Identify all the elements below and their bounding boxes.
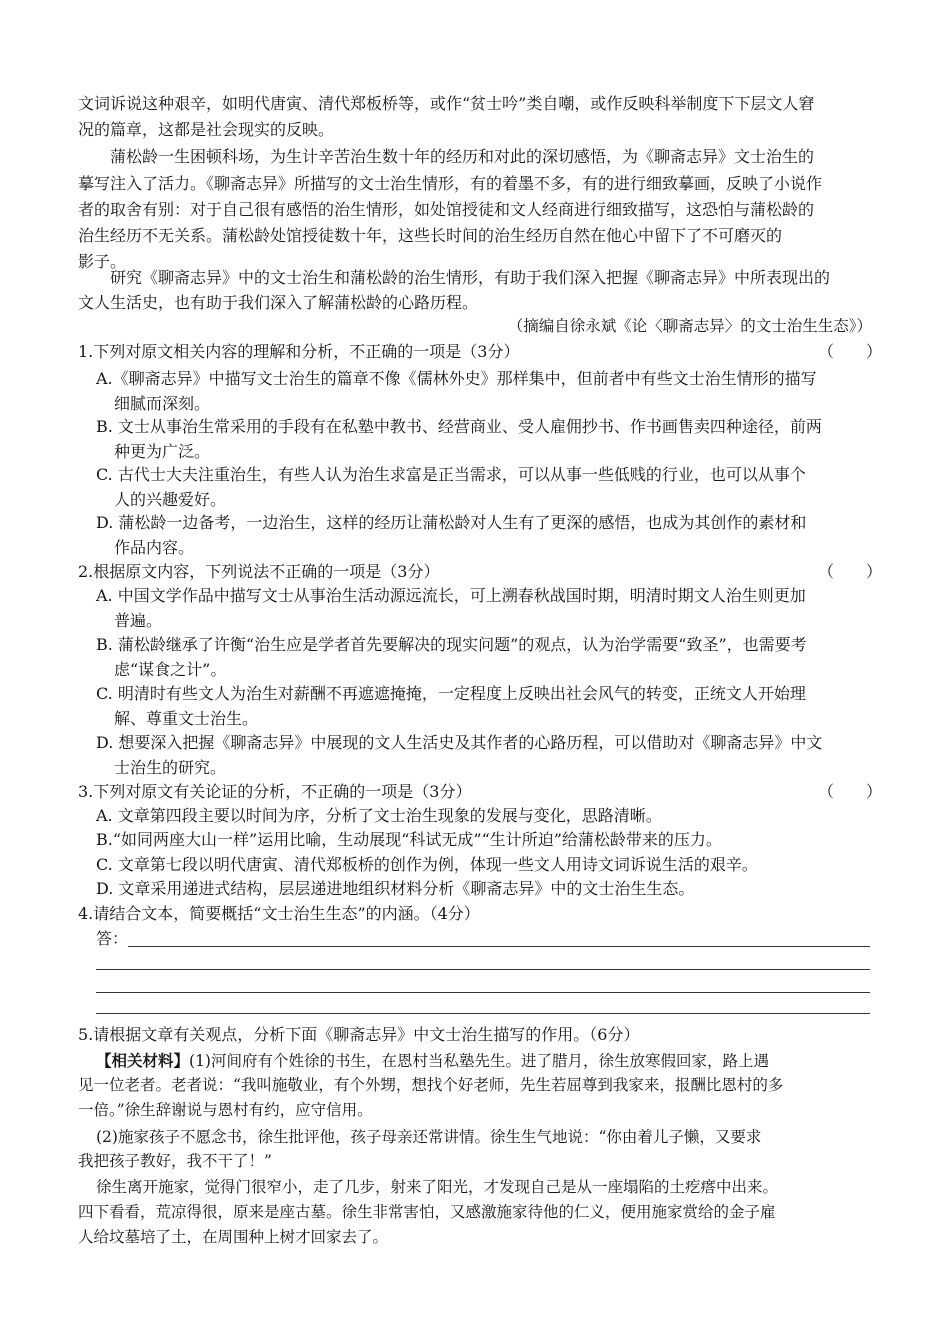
passage-line: 摹写注入了活力。《聊斋志异》所描写的文士治生情形，有的着墨不多，有的进行细致摹画，反映了小说作 (78, 174, 823, 193)
q3-option-a: A. 文章第四段主要以时间为序，分析了文士治生现象的发展与变化，思路清晰。 (96, 806, 662, 825)
q1-option-b: B. 文士从事治生常采用的手段有在私塾中教书、经营商业、受人雇佣抄书、作书画售卖四种途径，前两 (96, 417, 822, 436)
material-text: (1)河间府有个姓徐的书生，在恩村当私塾先生。进了腊月，徐生放寒假回家，路上遇 (189, 1052, 769, 1070)
passage-line: 况的篇章，这都是社会现实的反映。 (78, 120, 335, 139)
answer-bracket: （ ） (818, 342, 883, 361)
material-line: 徐生离开施家，觉得门很窄小，走了几步，射来了阳光，才发现自己是从一座塌陷的土疙瘩中出来。 (96, 1178, 779, 1196)
q1-option-a-cont: 细腻而深刻。 (114, 394, 211, 413)
passage-line: 文人生活史，也有助于我们深入了解蒲松龄的心路历程。 (78, 293, 479, 312)
passage-line: 治生经历不无关系。蒲松龄处馆授徒数十年，这些长时间的治生经历自然在他心中留下了不可磨灭的 (78, 226, 783, 245)
q2-option-d-cont: 士治生的研究。 (114, 758, 227, 777)
q1-option-c-cont: 人的兴趣爱好。 (114, 490, 227, 509)
q2-option-c-cont: 解、尊重文士治生。 (114, 709, 259, 728)
q3-option-b: B.“如同两座大山一样”运用比喻，生动展现“科试无成”“生计所迫”给蒲松龄带来的压力。 (96, 830, 722, 849)
q2-option-c: C. 明清时有些文人为治生对薪酬不再遮遮掩掩，一定程度上反映出社会风气的转变，正统文人开始理 (96, 684, 806, 703)
passage-line: 研究《聊斋志异》中的文士治生和蒲松龄的治生情形，有助于我们深入把握《聊斋志异》中所表现出的 (110, 268, 831, 287)
q1-option-c: C. 古代士大夫注重治生，有些人认为治生求富是正当需求，可以从事一些低贱的行业，也可以从事个 (96, 465, 806, 484)
q2-option-a: A. 中国文学作品中描写文士从事治生活动源远流长，可上溯春秋战国时期，明清时期文人治生则更加 (96, 586, 806, 605)
material-line: (2)施家孩子不愿念书，徐生批评他，孩子母亲还常讲情。徐生生气地说：“你由着儿子懒，又要求 (96, 1128, 762, 1146)
passage-source: （摘编自徐永斌《论〈聊斋志异〉的文士治生生态》） (507, 317, 872, 335)
question-2-stem: 2.根据原文内容，下列说法不正确的一项是（3分） (78, 562, 440, 581)
passage-line: 影子。 (78, 252, 127, 271)
answer-bracket: （ ） (818, 562, 883, 581)
material-line: 见一位老者。老者说：“我叫施敬业，有个外甥，想找个好老师，先生若屈尊到我家来，报酬比恩村的多 (78, 1076, 784, 1094)
question-3-stem: 3.下列对原文有关论证的分析，不正确的一项是（3分） (78, 782, 472, 801)
q2-option-b: B. 蒲松龄继承了许衡“治生应是学者首先要解决的现实问题”的观点，认为治学需要“致圣”，也需要考 (96, 635, 807, 654)
question-4-stem: 4.请结合文本，简要概括“文士治生生态”的内涵。（4分） (78, 904, 480, 923)
q3-option-d: D. 文章采用递进式结构，层层递进地组织材料分析《聊斋志异》中的文士治生生态。 (96, 879, 695, 898)
question-1-stem: 1.下列对原文相关内容的理解和分析，不正确的一项是（3分） (78, 342, 520, 361)
q1-option-d: D. 蒲松龄一边备考，一边治生，这样的经历让蒲松龄对人生有了更深的感悟，也成为其创作的素材和 (96, 513, 807, 532)
material-line: 人给坟墓培了土，在周围种上树才回家去了。 (78, 1228, 389, 1246)
answer-line[interactable] (96, 1013, 870, 1014)
q1-option-a: A.《聊斋志异》中描写文士治生的篇章不像《儒林外史》那样集中，但前者中有些文士治生情形的描写 (96, 369, 817, 388)
q1-option-d-cont: 作品内容。 (114, 538, 195, 557)
material-line: 四下看看，荒凉得很，原来是座古墓。徐生非常害怕，又感激施家待他的仁义，便用施家赏给的金子雇 (78, 1203, 776, 1221)
passage-line: 文词诉说这种艰辛，如明代唐寅、清代郑板桥等，或作“贫士吟”类自嘲，或作反映科举制度下下层文人窘 (78, 94, 815, 113)
answer-label: 答： (96, 929, 129, 948)
answer-line[interactable] (96, 992, 870, 993)
q1-option-b-cont: 种更为广泛。 (114, 442, 211, 461)
answer-bracket: （ ） (818, 782, 883, 801)
material-line: 我把孩子教好，我不干了！” (78, 1152, 272, 1170)
answer-line[interactable] (128, 946, 870, 947)
passage-line: 蒲松龄一生困顿科场，为生计辛苦治生数十年的经历和对此的深切感悟，为《聊斋志异》文士治生的 (110, 147, 815, 166)
material-tag: 【相关材料】 (96, 1051, 190, 1070)
question-5-stem: 5.请根据文章有关观点，分析下面《聊斋志异》中文士治生描写的作用。（6分） (78, 1025, 640, 1044)
material-line (96, 1049, 769, 1073)
passage-line: 者的取舍有别：对于自己很有感悟的治生情形，如处馆授徒和文人经商进行细致描写，这恐怕与蒲松龄的 (78, 200, 815, 219)
q2-option-b-cont: 虑“谋食之计”。 (114, 660, 227, 679)
q2-option-d: D. 想要深入把握《聊斋志异》中展现的文人生活史及其作者的心路历程，可以借助对《聊斋志异》中文 (96, 733, 823, 752)
q2-option-a-cont: 普遍。 (114, 611, 163, 630)
answer-line[interactable] (96, 969, 870, 970)
q3-option-c: C. 文章第七段以明代唐寅、清代郑板桥的创作为例，体现一些文人用诗文词诉说生活的艰辛。 (96, 855, 758, 874)
material-line: 一倍。”徐生辞谢说与恩村有约，应守信用。 (78, 1101, 373, 1119)
